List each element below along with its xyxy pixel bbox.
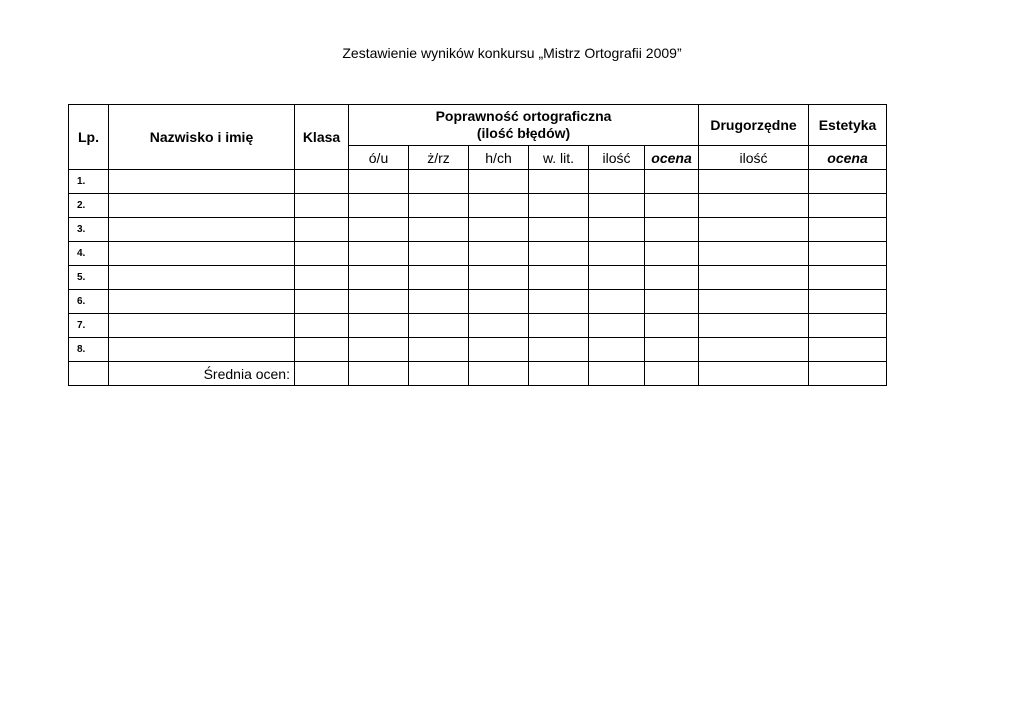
secondary-count-cell[interactable]: [699, 194, 809, 218]
header-secondary: Drugorzędne: [699, 105, 809, 146]
table-row: [69, 290, 887, 314]
class-cell[interactable]: [295, 266, 349, 290]
wlit-cell[interactable]: [529, 218, 589, 242]
secondary-count-cell[interactable]: [699, 314, 809, 338]
wlit-cell[interactable]: [529, 242, 589, 266]
subheader-aesthetics-grade: ocena: [809, 146, 887, 170]
ou-cell[interactable]: [349, 266, 409, 290]
zrz-cell[interactable]: [409, 170, 469, 194]
name-cell[interactable]: [109, 194, 295, 218]
zrz-cell[interactable]: [409, 218, 469, 242]
class-cell[interactable]: [295, 314, 349, 338]
hch-cell[interactable]: [469, 218, 529, 242]
table-row: [69, 266, 887, 290]
name-cell[interactable]: [109, 266, 295, 290]
header-spelling-subtitle: (ilość błędów): [476, 125, 571, 141]
row-number: 3.: [69, 218, 109, 242]
subheader-count: ilość: [589, 146, 645, 170]
hch-cell[interactable]: [469, 338, 529, 362]
count-cell[interactable]: [589, 362, 645, 386]
average-row: [69, 362, 887, 386]
ou-cell[interactable]: [349, 242, 409, 266]
aesthetics-grade-cell[interactable]: [809, 362, 887, 386]
aesthetics-grade-cell[interactable]: [809, 338, 887, 362]
subheader-secondary-count: ilość: [699, 146, 809, 170]
secondary-count-cell[interactable]: [699, 290, 809, 314]
header-row: [69, 105, 887, 146]
grade-cell[interactable]: [645, 266, 699, 290]
hch-cell[interactable]: [469, 242, 529, 266]
grade-cell[interactable]: [645, 314, 699, 338]
average-label: Średnia ocen:: [109, 362, 295, 386]
class-cell[interactable]: [295, 170, 349, 194]
row-number: 5.: [69, 266, 109, 290]
secondary-count-cell[interactable]: [699, 218, 809, 242]
count-cell[interactable]: [589, 338, 645, 362]
wlit-cell[interactable]: [529, 362, 589, 386]
class-cell[interactable]: [295, 218, 349, 242]
aesthetics-grade-cell[interactable]: [809, 194, 887, 218]
table-row: [69, 194, 887, 218]
grade-cell[interactable]: [645, 362, 699, 386]
wlit-cell[interactable]: [529, 266, 589, 290]
ou-cell[interactable]: [349, 170, 409, 194]
table-row: [69, 314, 887, 338]
table-row: [69, 242, 887, 266]
zrz-cell[interactable]: [409, 266, 469, 290]
row-number: 1.: [69, 170, 109, 194]
aesthetics-grade-cell[interactable]: [809, 290, 887, 314]
wlit-cell[interactable]: [529, 314, 589, 338]
count-cell[interactable]: [589, 290, 645, 314]
grade-cell[interactable]: [645, 242, 699, 266]
class-cell[interactable]: [295, 242, 349, 266]
zrz-cell[interactable]: [409, 314, 469, 338]
name-cell[interactable]: [109, 314, 295, 338]
subheader-zrz: ż/rz: [409, 146, 469, 170]
name-cell[interactable]: [109, 218, 295, 242]
count-cell[interactable]: [589, 242, 645, 266]
count-cell[interactable]: [589, 314, 645, 338]
table-row: [69, 338, 887, 362]
wlit-cell[interactable]: [529, 194, 589, 218]
zrz-cell[interactable]: [409, 290, 469, 314]
hch-cell[interactable]: [469, 290, 529, 314]
wlit-cell[interactable]: [529, 290, 589, 314]
average-empty-cell: [69, 362, 109, 386]
ou-cell[interactable]: [349, 338, 409, 362]
count-cell[interactable]: [589, 170, 645, 194]
header-spelling-title: Poprawność ortograficzna: [435, 108, 612, 124]
ou-cell[interactable]: [349, 362, 409, 386]
name-cell[interactable]: [109, 242, 295, 266]
grade-cell[interactable]: [645, 290, 699, 314]
ou-cell[interactable]: [349, 290, 409, 314]
zrz-cell[interactable]: [409, 242, 469, 266]
aesthetics-grade-cell[interactable]: [809, 218, 887, 242]
header-spelling: [349, 105, 699, 146]
zrz-cell[interactable]: [409, 194, 469, 218]
secondary-count-cell[interactable]: [699, 362, 809, 386]
wlit-cell[interactable]: [529, 338, 589, 362]
hch-cell[interactable]: [469, 194, 529, 218]
aesthetics-grade-cell[interactable]: [809, 314, 887, 338]
hch-cell[interactable]: [469, 314, 529, 338]
results-table: [68, 104, 887, 386]
ou-cell[interactable]: [349, 194, 409, 218]
name-cell[interactable]: [109, 290, 295, 314]
table-row: [69, 170, 887, 194]
row-number: 2.: [69, 194, 109, 218]
grade-cell[interactable]: [645, 170, 699, 194]
class-cell[interactable]: [295, 362, 349, 386]
aesthetics-grade-cell[interactable]: [809, 242, 887, 266]
header-aesthetics: Estetyka: [809, 105, 887, 146]
header-name: Nazwisko i imię: [109, 105, 295, 170]
class-cell[interactable]: [295, 290, 349, 314]
hch-cell[interactable]: [469, 170, 529, 194]
subheader-grade: ocena: [645, 146, 699, 170]
table-row: [69, 218, 887, 242]
grade-cell[interactable]: [645, 194, 699, 218]
wlit-cell[interactable]: [529, 170, 589, 194]
secondary-count-cell[interactable]: [699, 338, 809, 362]
hch-cell[interactable]: [469, 266, 529, 290]
row-number: 6.: [69, 290, 109, 314]
subheader-wlit: w. lit.: [529, 146, 589, 170]
header-lp: Lp.: [69, 105, 109, 170]
aesthetics-grade-cell[interactable]: [809, 266, 887, 290]
secondary-count-cell[interactable]: [699, 170, 809, 194]
document-title: Zestawienie wyników konkursu „Mistrz Ortografii 2009”: [342, 45, 682, 61]
count-cell[interactable]: [589, 266, 645, 290]
ou-cell[interactable]: [349, 218, 409, 242]
row-number: 4.: [69, 242, 109, 266]
grade-cell[interactable]: [645, 338, 699, 362]
class-cell[interactable]: [295, 338, 349, 362]
name-cell[interactable]: [109, 170, 295, 194]
aesthetics-grade-cell[interactable]: [809, 170, 887, 194]
name-cell[interactable]: [109, 338, 295, 362]
grade-cell[interactable]: [645, 218, 699, 242]
secondary-count-cell[interactable]: [699, 266, 809, 290]
zrz-cell[interactable]: [409, 362, 469, 386]
row-number: 7.: [69, 314, 109, 338]
subheader-hch: h/ch: [469, 146, 529, 170]
secondary-count-cell[interactable]: [699, 242, 809, 266]
header-class: Klasa: [295, 105, 349, 170]
count-cell[interactable]: [589, 194, 645, 218]
hch-cell[interactable]: [469, 362, 529, 386]
zrz-cell[interactable]: [409, 338, 469, 362]
row-number: 8.: [69, 338, 109, 362]
class-cell[interactable]: [295, 194, 349, 218]
count-cell[interactable]: [589, 218, 645, 242]
subheader-ou: ó/u: [349, 146, 409, 170]
ou-cell[interactable]: [349, 314, 409, 338]
